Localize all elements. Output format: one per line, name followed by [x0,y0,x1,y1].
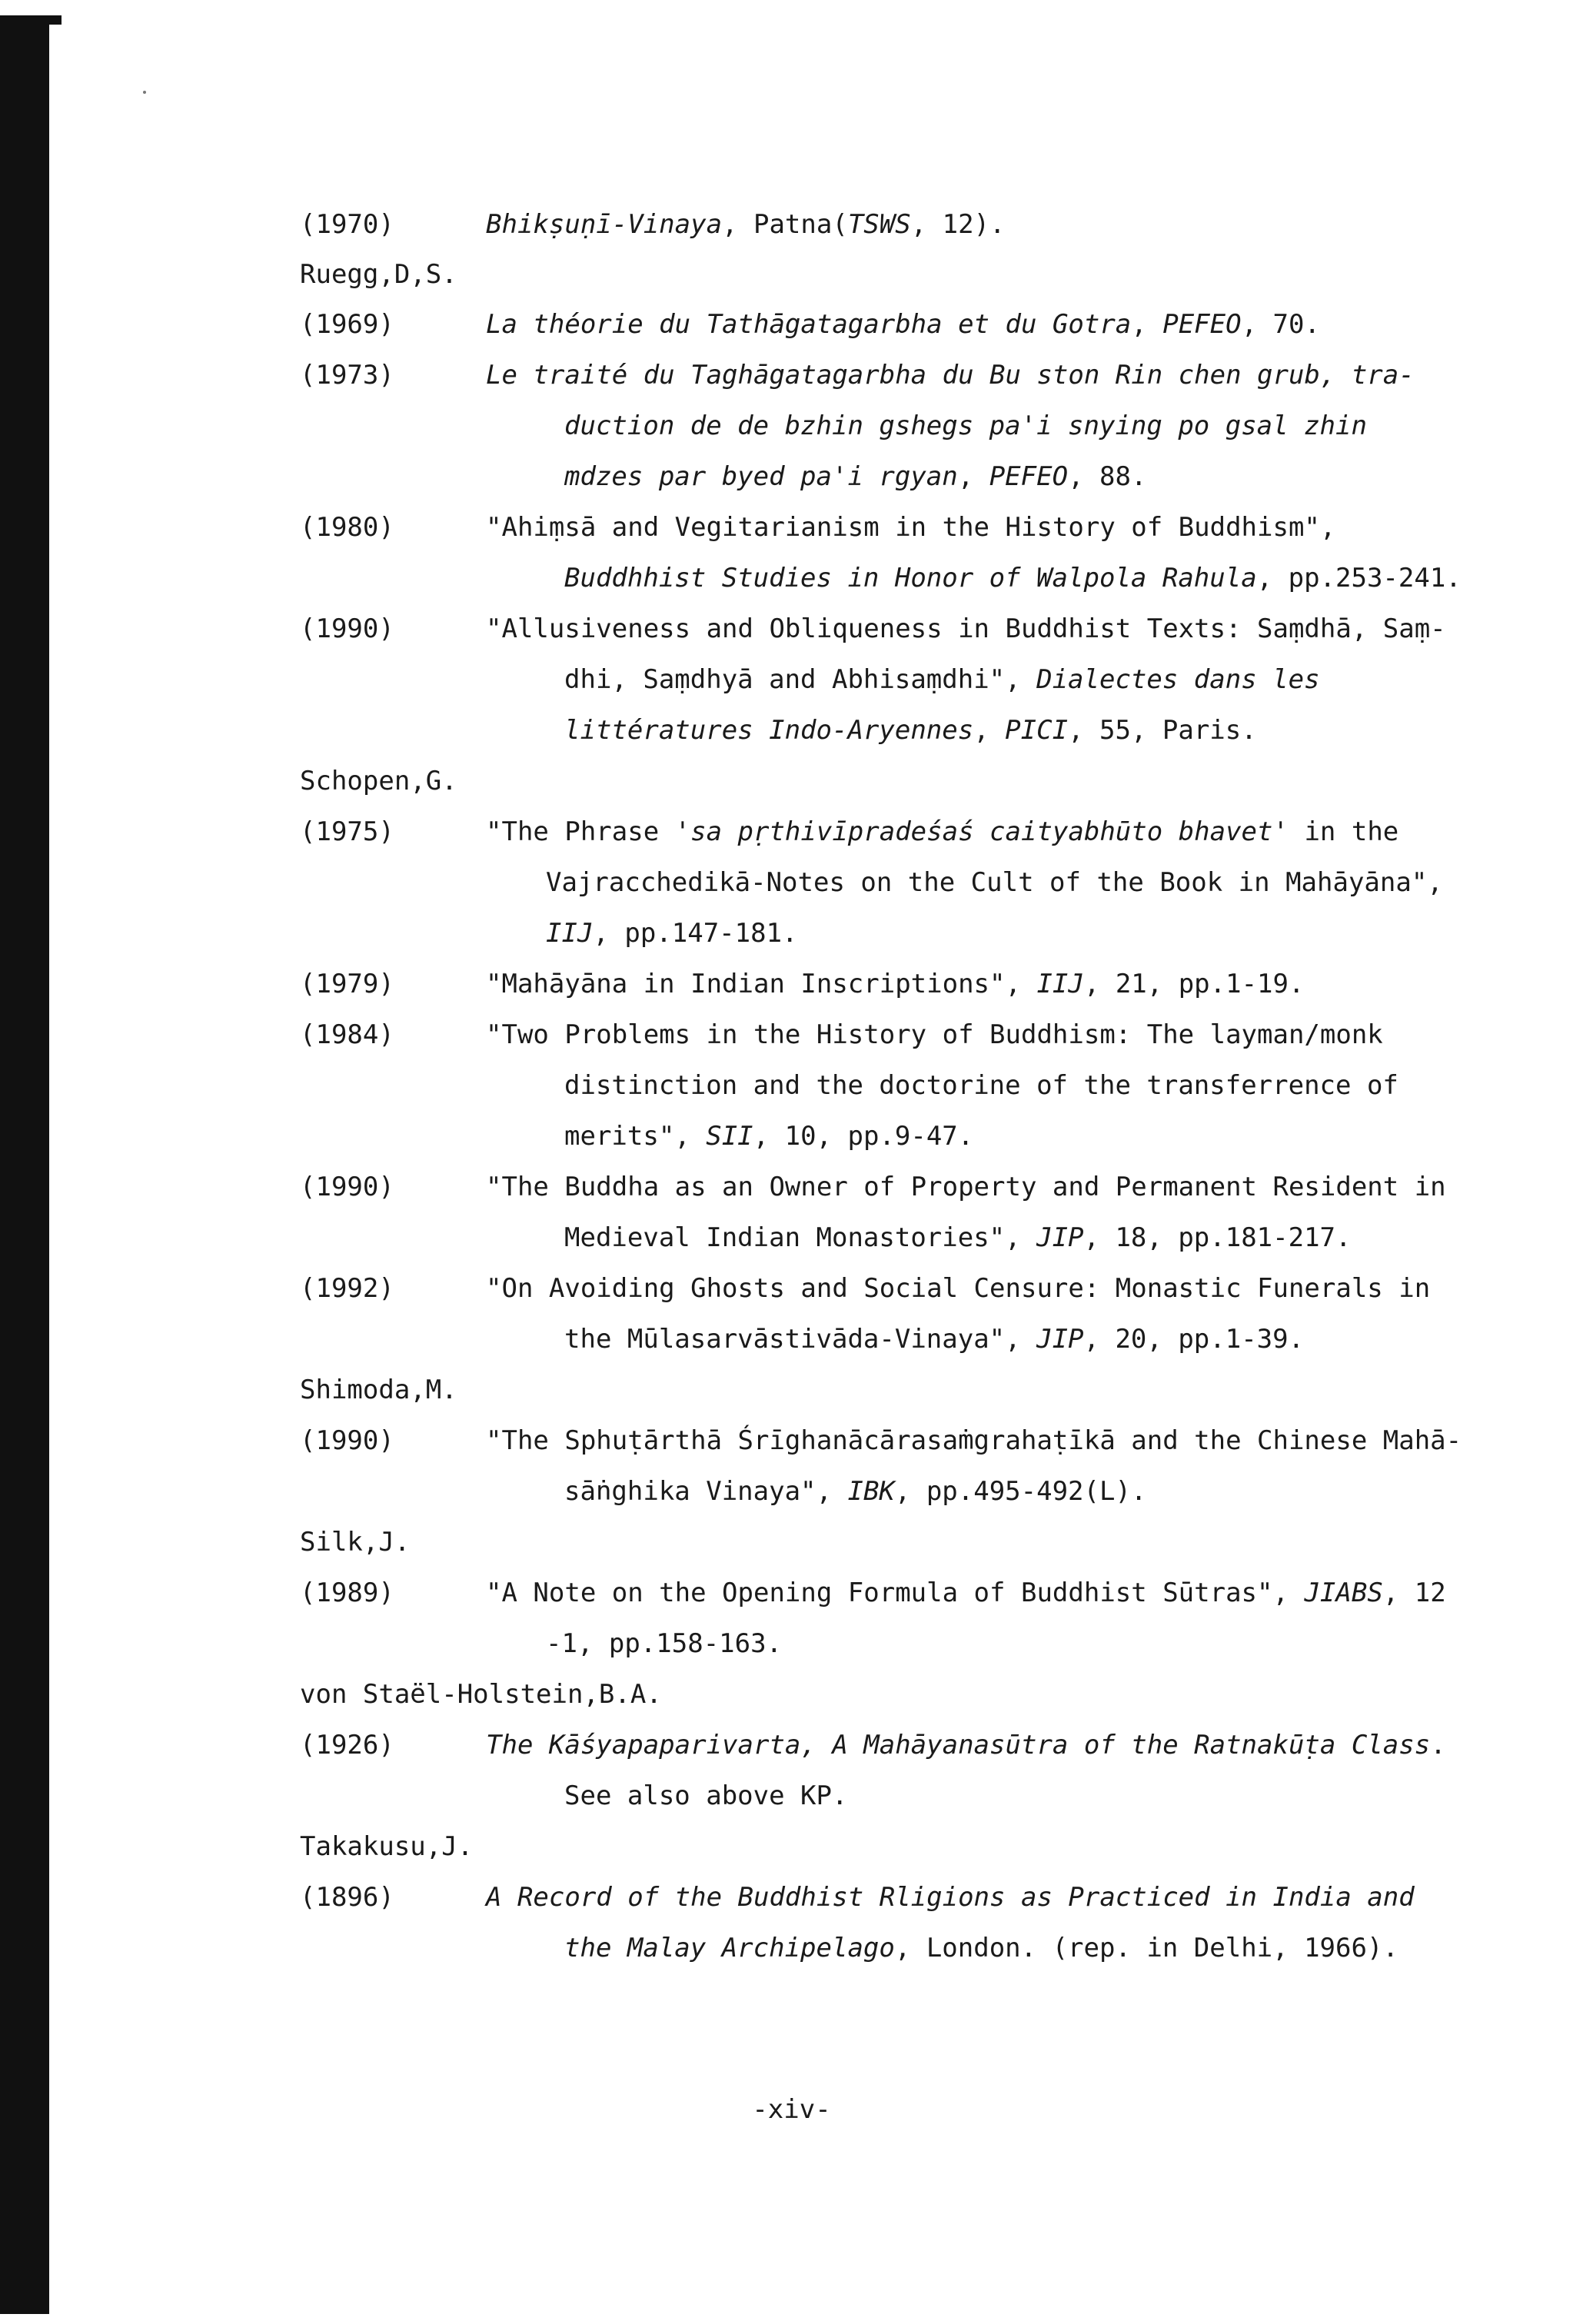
entry-author: Schopen,G. [300,766,457,796]
entry-text-continuation: the Mūlasarvāstivāda-Vinaya", JIP, 20, pp.1-39. [564,1324,1305,1355]
entry-author: Shimoda,M. [300,1375,457,1405]
entry-year: (1975) [300,816,394,847]
entry-text: "Two Problems in the History of Buddhism: The layman/monk [486,1019,1383,1050]
entry-author: Ruegg,D,S. [300,259,457,290]
entry-text-continuation: distinction and the doctorine of the transferrence of [564,1070,1398,1101]
entry-text: "The Sphuṭārthā Śrīghanācārasaṁgrahaṭīkā and the Chinese Mahā- [486,1425,1462,1456]
entry-text-continuation: littératures Indo-Aryennes, PICI, 55, Paris. [564,715,1257,746]
page-number: -xiv- [752,2094,831,2125]
entry-year: (1980) [300,512,394,543]
entry-year: (1984) [300,1019,394,1050]
entry-year: (1992) [300,1273,394,1304]
entry-text: Bhikṣuṇī-Vinaya, Patna(TSWS, 12). [486,209,1006,240]
entry-text-continuation: -1, pp.158-163. [546,1628,783,1659]
entry-year: (1969) [300,309,394,340]
entry-author: Silk,J. [300,1527,411,1558]
entry-text-continuation: Vajracchedikā-Notes on the Cult of the Book in Mahāyāna", [546,867,1443,898]
entry-text: "A Note on the Opening Formula of Buddhist Sūtras", JIABS, 12 [486,1578,1446,1608]
entry-text: "Allusiveness and Obliqueness in Buddhist Texts: Saṃdhā, Saṃ- [486,613,1446,644]
entry-text-continuation: the Malay Archipelago, London. (rep. in Delhi, 1966). [564,1933,1398,1963]
entry-text-continuation: sāṅghika Vinaya", IBK, pp.495-492(L). [564,1476,1147,1507]
entry-author: Takakusu,J. [300,1831,474,1862]
entry-year: (1896) [300,1882,394,1913]
entry-text: A Record of the Buddhist Rligions as Practiced in India and [486,1882,1415,1913]
scan-speck [143,91,146,94]
entry-year: (1990) [300,1172,394,1202]
entry-year: (1989) [300,1578,394,1608]
entry-text: "Ahiṃsā and Vegitarianism in the History of Buddhism", [486,512,1336,543]
entry-text-continuation: See also above KP. [564,1780,848,1811]
entry-text-continuation: duction de de bzhin gshegs pa'i snying po gsal zhin [564,411,1367,441]
entry-year: (1979) [300,969,394,999]
entry-year: (1973) [300,360,394,391]
entry-text: "Mahāyāna in Indian Inscriptions", IIJ, 21, pp.1-19. [486,969,1305,999]
entry-text: "The Phrase 'sa pṛthivīpradeśaś caityabhūto bhavet' in the [486,816,1399,847]
entry-text: "The Buddha as an Owner of Property and Permanent Resident in [486,1172,1446,1202]
entry-text: Le traité du Taghāgatagarbha du Bu ston Rin chen grub, tra- [486,360,1415,391]
scan-edge [0,15,49,2314]
entry-text-continuation: merits", SII, 10, pp.9-47. [564,1121,974,1152]
entry-year: (1990) [300,613,394,644]
entry-text: "On Avoiding Ghosts and Social Censure: Monastic Funerals in [486,1273,1431,1304]
entry-text-continuation: dhi, Saṃdhyā and Abhisaṃdhi", Dialectes dans les [564,664,1320,695]
scan-edge-top [0,15,62,25]
entry-text-continuation: mdzes par byed pa'i rgyan, PEFEO, 88. [564,461,1147,492]
entry-author: von Staël-Holstein,B.A. [300,1679,662,1710]
entry-year: (1990) [300,1425,394,1456]
entry-text: La théorie du Tathāgatagarbha et du Gotra, PEFEO, 70. [486,309,1320,340]
entry-year: (1970) [300,209,394,240]
entry-year: (1926) [300,1730,394,1760]
entry-text-continuation: Buddhhist Studies in Honor of Walpola Rahula, pp.253-241. [564,563,1462,593]
entry-text: The Kāśyapaparivarta, A Mahāyanasūtra of the Ratnakūṭa Class. [486,1730,1446,1760]
entry-text-continuation: IIJ, pp.147-181. [546,918,798,949]
entry-text-continuation: Medieval Indian Monastories", JIP, 18, pp.181-217. [564,1222,1352,1253]
